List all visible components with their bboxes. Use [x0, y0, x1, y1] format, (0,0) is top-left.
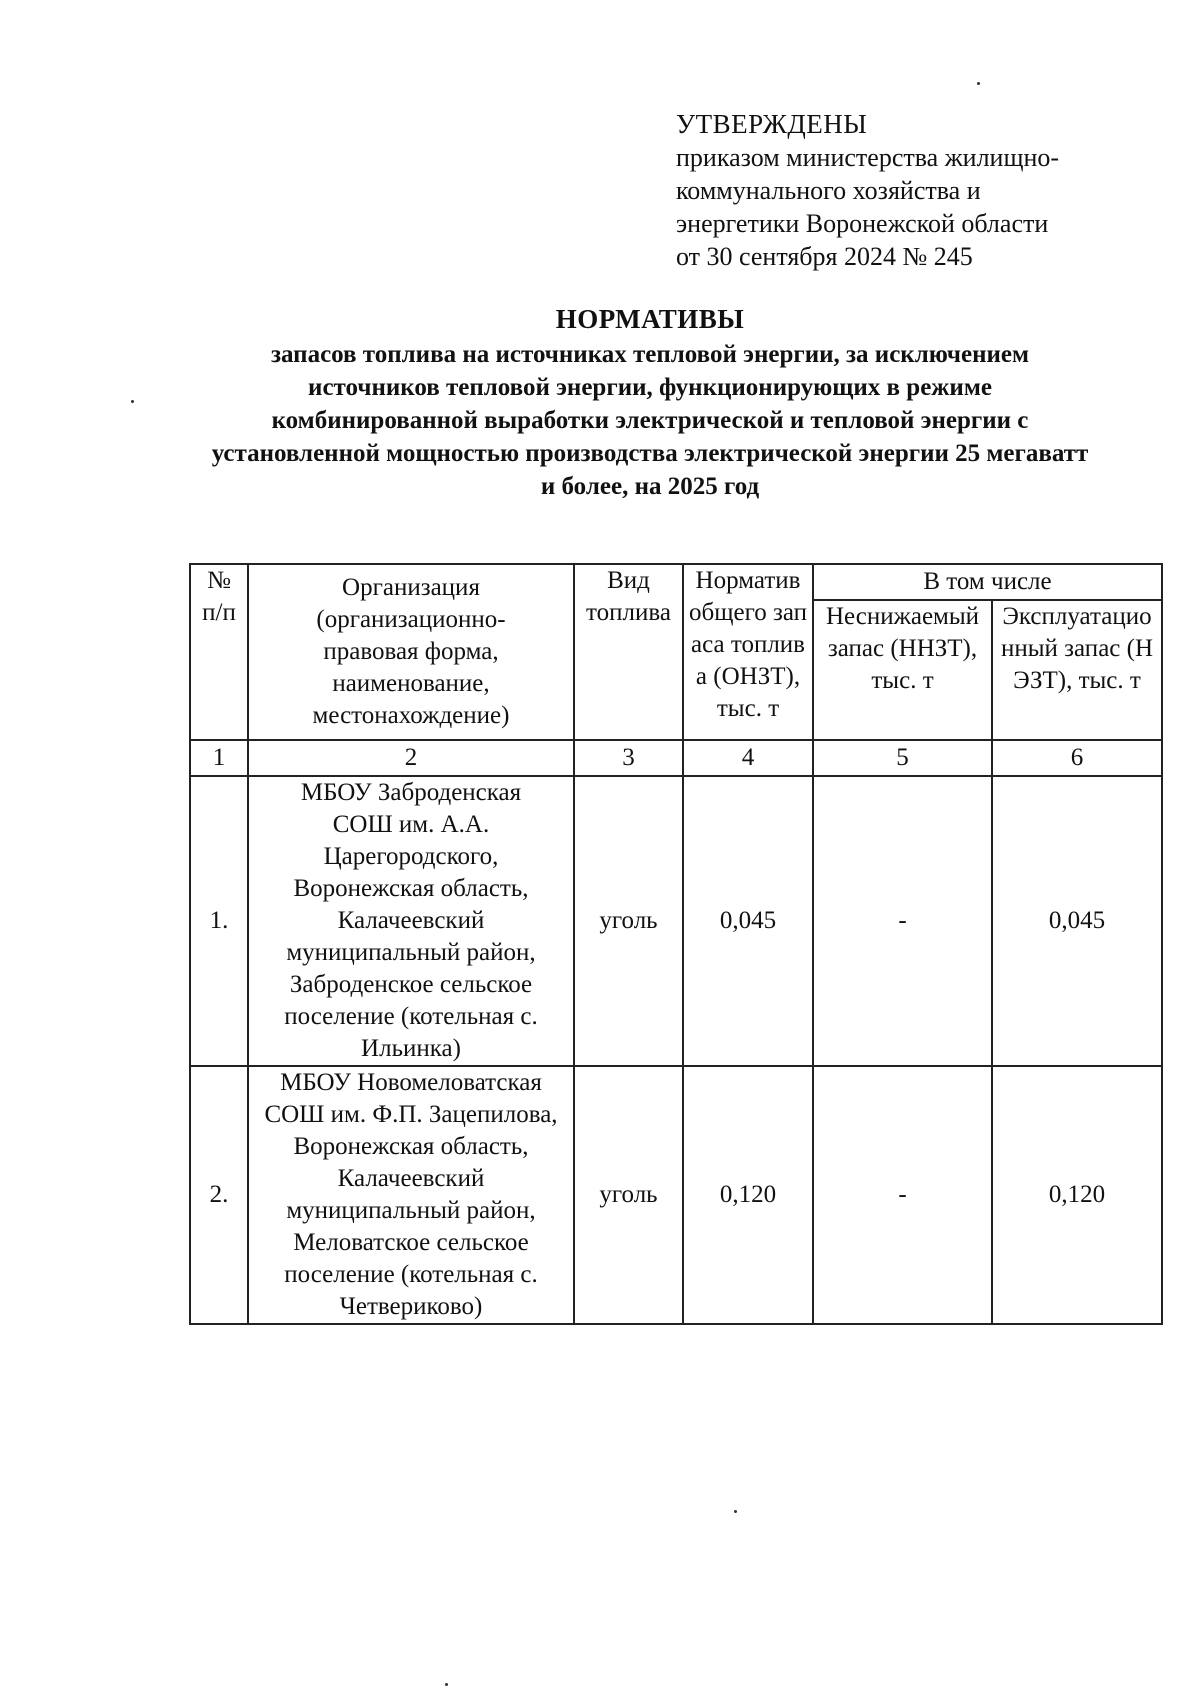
row-nezt: 0,120 — [992, 1066, 1162, 1324]
approval-line: от 30 сентября 2024 № 245 — [676, 242, 973, 271]
row-no: 1. — [190, 776, 248, 1066]
document-heading — [210, 302, 1090, 503]
approval-block — [676, 108, 1156, 273]
column-number: 3 — [574, 740, 683, 776]
approval-line: приказом министерства жилищно- — [676, 143, 1060, 172]
table-row — [190, 776, 1162, 1066]
document-subtitle: запасов топлива на источниках тепловой энергии, за исключением источников тепловой энергии, функционирующих в режиме комбинированной выработки электрической и тепловой энергии с установленной мощностью производства электрической энергии 25 мегаватт и более, на 2025 год — [211, 341, 1089, 500]
approval-line: коммунального хозяйства и — [676, 176, 981, 205]
header-fuel — [574, 564, 683, 740]
document-title: НОРМАТИВЫ — [555, 304, 745, 334]
column-number: 4 — [683, 740, 813, 776]
scan-speck — [734, 1510, 737, 1513]
header-nnzt: Неснижаемый запас (ННЗТ), тыс. т — [813, 600, 992, 740]
row-nnzt: - — [813, 1066, 992, 1324]
header-row — [190, 564, 1162, 600]
column-number-row — [190, 740, 1162, 776]
header-total-text: Норматив общего запаса топлива (ОНЗТ), тыс. т — [689, 567, 807, 722]
header-org — [248, 564, 574, 740]
row-fuel: уголь — [574, 776, 683, 1066]
table-row — [190, 1066, 1162, 1324]
header-no: № п/п — [190, 564, 248, 740]
row-org-text: МБОУ Новомеловатская СОШ им. Ф.П. Зацепилова, Воронежская область, Калачеевский муниципальный район, Меловатское сельское поселение (котельная с. Четвериково) — [264, 1069, 558, 1320]
row-org — [248, 776, 574, 1066]
column-number: 5 — [813, 740, 992, 776]
header-including: В том числе — [813, 564, 1162, 600]
column-number: 1 — [190, 740, 248, 776]
row-org — [248, 1066, 574, 1324]
row-nezt: 0,045 — [992, 776, 1162, 1066]
approval-title: УТВЕРЖДЕНЫ — [676, 109, 868, 139]
row-nnzt: - — [813, 776, 992, 1066]
scan-speck — [445, 1683, 448, 1686]
header-fuel-text: Вид топлива — [586, 567, 671, 626]
scan-speck — [977, 82, 980, 85]
row-total: 0,120 — [683, 1066, 813, 1324]
row-org-text: МБОУ Заброденская СОШ им. А.А. Царегородского, Воронежская область, Калачеевский муниципальный район, Заброденское сельское поселение (котельная с. Ильинка) — [284, 779, 538, 1062]
column-number: 2 — [248, 740, 574, 776]
header-nezt: Эксплуатационный запас (НЭЗТ), тыс. т — [992, 600, 1162, 740]
scan-speck — [131, 400, 134, 403]
row-fuel: уголь — [574, 1066, 683, 1324]
header-total — [683, 564, 813, 740]
header-org-text: Организация (организационно-правовая форма, наименование, местонахождение) — [312, 574, 510, 729]
approval-line: энергетики Воронежской области — [676, 209, 1049, 238]
row-total: 0,045 — [683, 776, 813, 1066]
row-no: 2. — [190, 1066, 248, 1324]
column-number: 6 — [992, 740, 1162, 776]
norms-table — [189, 563, 1163, 1325]
